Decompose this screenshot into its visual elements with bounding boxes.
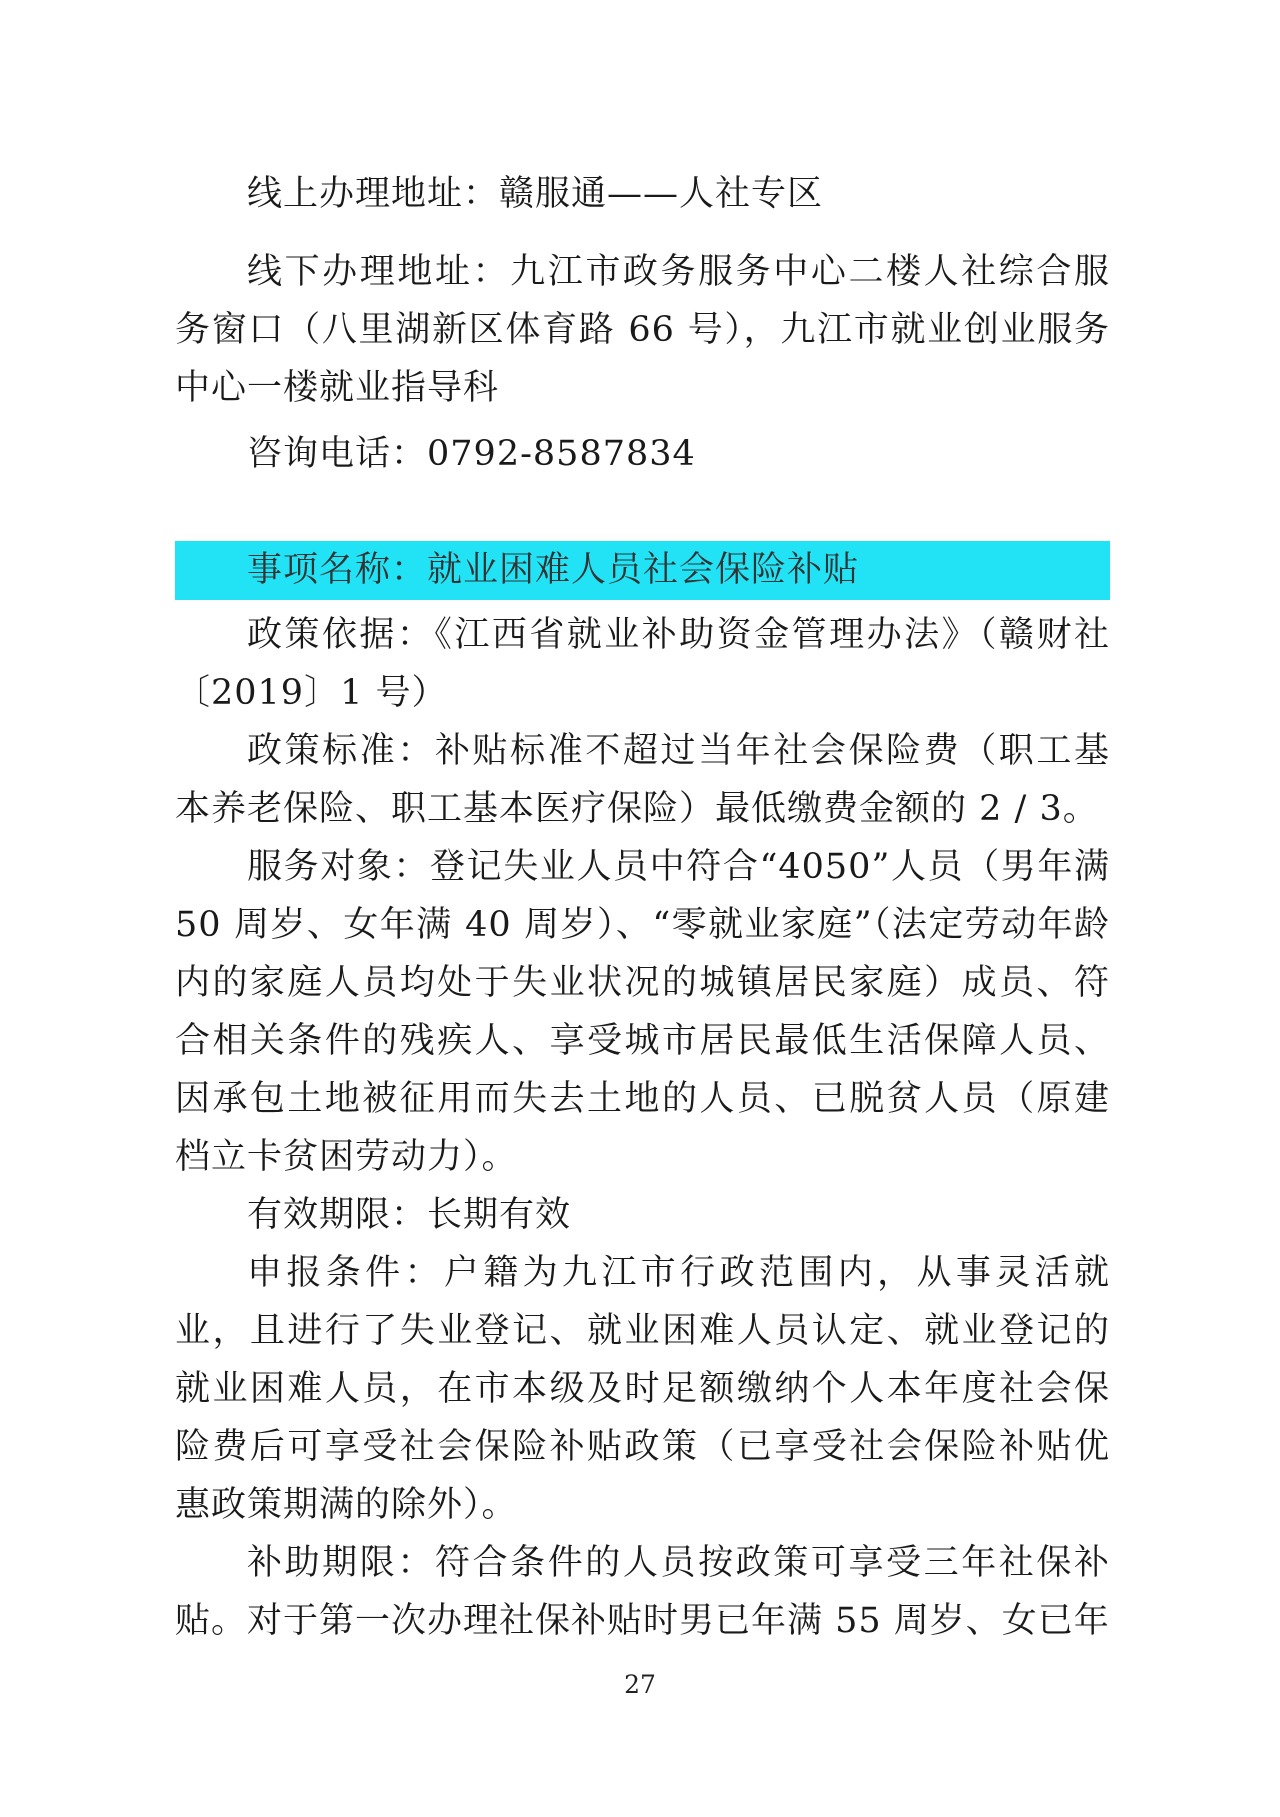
service-target-label: 服务对象： [247, 847, 431, 887]
service-target-value: 登记失业人员中符合“4050”人员（男年满 50 周岁、女年满 40 周岁）、“零就业家庭”（法定劳动年龄内的家庭人员均处于失业状况的城镇居民家庭）成员、符合相关条件的残疾人、享受城市居民最低生活保障人员、因承包土地被征用而失去土地的人员、已脱贫人员（原建档立卡贫困劳动力）。 [175, 847, 1110, 1177]
policy-standard-label: 政策标准： [247, 731, 435, 771]
item-title-value: 就业困难人员社会保险补贴 [427, 550, 860, 590]
conditions-paragraph [175, 1244, 1110, 1534]
service-target-paragraph [175, 838, 1110, 1186]
subsidy-period-paragraph [175, 1534, 1110, 1650]
conditions-label: 申报条件： [247, 1253, 444, 1293]
phone-line [175, 425, 1110, 483]
subsidy-period-label: 补助期限： [247, 1543, 435, 1583]
item-title [247, 541, 859, 600]
conditions-value: 户籍为九江市行政范围内，从事灵活就业，且进行了失业登记、就业困难人员认定、就业登记的就业困难人员，在市本级及时足额缴纳个人本年度社会保险费后可享受社会保险补贴政策（已享受社会保险补贴优惠政策期满的除外）。 [175, 1253, 1110, 1525]
policy-basis-label: 政策依据： [247, 615, 435, 655]
phone-value: 0792-8587834 [427, 434, 696, 474]
phone-label: 咨询电话： [247, 434, 428, 474]
offline-address-value: 九江市政务服务中心二楼人社综合服务窗口（八里湖新区体育路 66 号），九江市就业创业服务中心一楼就业指导科 [175, 252, 1110, 408]
validity-value: 长期有效 [427, 1195, 572, 1235]
online-address-label: 线上办理地址： [247, 174, 500, 214]
policy-standard-value: 补贴标准不超过当年社会保险费（职工基本养老保险、职工基本医疗保险）最低缴费金额的 2 / 3。 [175, 731, 1110, 829]
page-number: 27 [624, 1670, 656, 1699]
subsidy-period-value: 符合条件的人员按政策可享受三年社保补贴。对于第一次办理社保补贴时男已年满 55 周岁、女已年 [175, 1543, 1110, 1641]
offline-address-paragraph [175, 243, 1110, 417]
item-title-label: 事项名称： [247, 550, 428, 590]
policy-standard-paragraph [175, 722, 1110, 838]
offline-address-label: 线下办理地址： [247, 252, 511, 292]
validity-label: 有效期限： [247, 1195, 428, 1235]
validity-line [175, 1186, 1110, 1244]
online-address-line [175, 165, 1110, 223]
policy-basis-value: 《江西省就业补助资金管理办法》（赣财社〔2019〕1 号） [175, 615, 1110, 713]
policy-basis-paragraph [175, 606, 1110, 722]
online-address-value: 赣服通——人社专区 [499, 174, 824, 214]
